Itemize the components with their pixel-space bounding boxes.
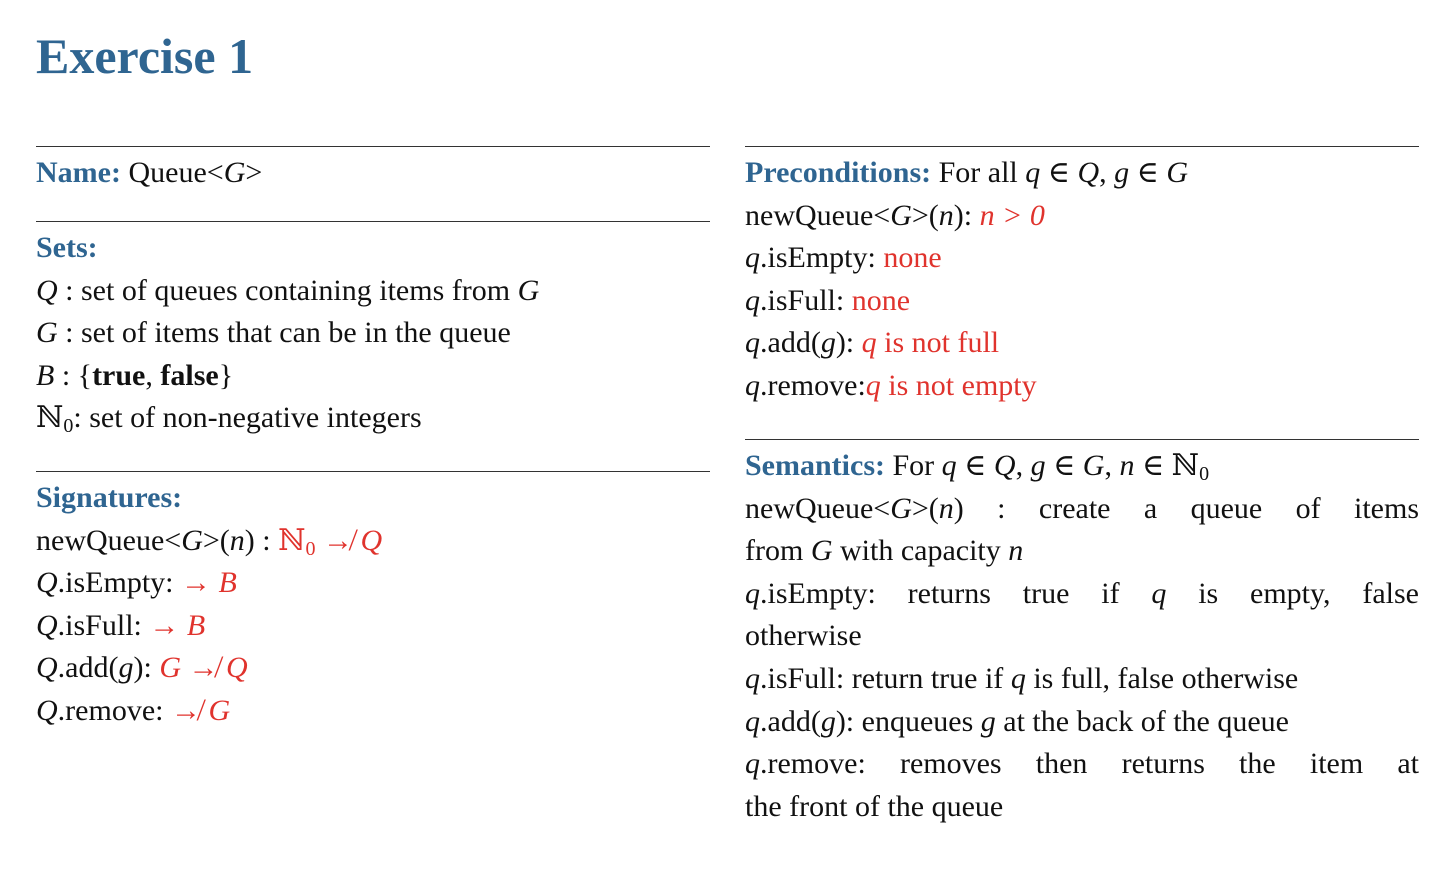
sem-if-desc-a: return true if (851, 661, 1011, 695)
sym-g: G (890, 491, 912, 525)
sym-q-lower: q (745, 704, 760, 738)
sig-nq-q: Q (360, 523, 383, 557)
divider-sets (36, 221, 710, 222)
pre-rm-text: .remove: (760, 368, 866, 402)
preconditions-label: Preconditions: (745, 156, 932, 189)
sym-n: n (1119, 449, 1135, 482)
sig-nq-mid: >( (202, 523, 230, 557)
sym-q: Q (36, 273, 58, 307)
sets-n-desc: : set of non-negative integers (73, 401, 422, 435)
sym-n: n (938, 198, 954, 232)
sym-n: n (938, 491, 954, 525)
sym-q-lower: q (745, 576, 760, 610)
sem-if-desc-b: is full, false otherwise (1025, 661, 1299, 695)
element-of-icon: ∈ (1129, 156, 1167, 189)
sem-nq-desc2a: from (745, 534, 811, 568)
sem-add-post: ): (835, 704, 862, 738)
sem-add-desc-a: enqueues (861, 704, 981, 738)
name-prefix: Queue< (128, 156, 224, 189)
sets-b-open: : { (54, 358, 93, 392)
pre-header (745, 152, 1419, 195)
sem-ie-desc1b: is empty, false (1166, 576, 1419, 610)
semantics-label: Semantics: (745, 449, 885, 482)
name-g: G (223, 156, 246, 189)
sym-q-lower: q (941, 449, 957, 482)
pre-if-text: .isFull: (760, 283, 852, 317)
pre-isfull (745, 280, 1419, 323)
sig-ie-map: → B (173, 566, 237, 600)
sym-q-lower: q (745, 326, 760, 360)
pre-newqueue (745, 195, 1419, 238)
sym-g-lower: g (820, 326, 836, 360)
element-of-icon: ∈ (1040, 156, 1078, 189)
sig-remove (36, 690, 710, 733)
comma: , (1015, 449, 1031, 482)
sym-n0: ℕ (36, 401, 64, 435)
sig-nq-post: ) : (244, 523, 279, 557)
sig-rm-text: .remove: (57, 693, 164, 727)
sem-header (745, 445, 1419, 488)
sem-if-text: .isFull: (760, 661, 852, 695)
sem-remove-1 (745, 743, 1419, 786)
sets-line-g (36, 312, 710, 355)
sem-nq-mid: >( (911, 491, 939, 525)
sym-q-lower: q (1151, 576, 1167, 610)
pre-ie-text: .isEmpty: (760, 241, 884, 275)
sets-b-false: false (160, 358, 219, 392)
pre-rm-cond: is not empty (880, 368, 1037, 402)
preconditions-block (745, 152, 1419, 408)
divider-preconditions (745, 146, 1419, 147)
pre-nq-cond: n > 0 (979, 198, 1045, 232)
sig-rm-map: ↛ G (163, 693, 231, 727)
sig-nq-pre: newQueue< (36, 523, 182, 557)
sym-q-lower: q (745, 661, 760, 695)
sem-header-text: For (884, 449, 942, 482)
sym-g: G (1082, 449, 1105, 482)
sem-add-desc-b: at the back of the queue (995, 704, 1289, 738)
element-of-icon: ∈ (1134, 449, 1172, 482)
sem-newqueue-2 (745, 530, 1419, 573)
sig-nq-n0: ℕ (278, 523, 306, 557)
sets-g-desc: : set of items that can be in the queue (57, 316, 511, 350)
sem-nq-post: ) : (953, 491, 1039, 525)
sym-q-lower: q (745, 368, 760, 402)
sets-b-close: } (218, 358, 234, 392)
sym-q: Q (36, 693, 58, 727)
sym-q-lower: q (745, 241, 760, 275)
element-of-icon: ∈ (956, 449, 994, 482)
sym-g-lower: g (980, 704, 996, 738)
sem-isempty-2: otherwise (745, 619, 862, 653)
divider-signatures (36, 471, 710, 472)
sem-nq-pre: newQueue< (745, 491, 891, 525)
sets-line-q (36, 270, 710, 313)
sem-rm-text: .remove: (760, 747, 900, 781)
sym-b: B (36, 358, 55, 392)
pre-rm-cq: q (865, 368, 881, 402)
sym-q-lower: q (1010, 661, 1026, 695)
pre-ie-cond: none (883, 241, 942, 275)
sym-n0: ℕ (1171, 449, 1200, 482)
sym-q-lower: q (745, 283, 760, 317)
sym-g: G (890, 198, 912, 232)
pre-nq-mid: >( (911, 198, 939, 232)
sym-n: n (229, 523, 245, 557)
sem-add (745, 701, 1419, 744)
sym-n0-sub: 0 (63, 415, 74, 438)
sym-q: Q (36, 651, 58, 685)
element-of-icon: ∈ (1045, 449, 1083, 482)
sig-add-post: ): (133, 651, 152, 685)
pre-header-text: For all (931, 156, 1026, 189)
pre-nq-post: ): (953, 198, 980, 232)
sem-isfull (745, 658, 1419, 701)
sets-label: Sets: (36, 231, 98, 264)
sig-nq-n0-sub: 0 (305, 537, 316, 560)
signatures-label: Signatures: (36, 481, 183, 514)
pre-isempty (745, 237, 1419, 280)
sig-newqueue (36, 520, 710, 563)
sym-q-lower: q (745, 747, 760, 781)
sig-isfull (36, 605, 710, 648)
sym-q: Q (1077, 156, 1100, 189)
sets-line-n (36, 397, 710, 440)
sig-if-map: → B (141, 608, 206, 642)
sem-remove-2: the front of the queue (745, 789, 1004, 823)
pre-add-cq: q (861, 326, 877, 360)
sym-g: G (517, 273, 540, 307)
sig-add-map: G ↛ Q (151, 651, 248, 685)
sem-isempty-1 (745, 573, 1419, 616)
pre-if-cond: none (851, 283, 911, 317)
sym-g-lower: g (118, 651, 134, 685)
signatures-block (36, 477, 710, 733)
sem-rm-desc1: removes then returns the item at (899, 747, 1419, 781)
partial-arrow-icon: ↛ (315, 523, 361, 557)
sym-g: G (1166, 156, 1189, 189)
semantics-block (745, 445, 1419, 828)
sig-ie-text: .isEmpty: (57, 566, 174, 600)
sym-q-lower: q (1025, 156, 1041, 189)
pre-nq-pre: newQueue< (745, 198, 891, 232)
sym-q: Q (36, 608, 58, 642)
sem-ie-text: .isEmpty: (760, 576, 908, 610)
sets-line-b (36, 355, 710, 398)
comma: , (1104, 449, 1120, 482)
name-block (36, 152, 710, 195)
sym-g: G (810, 534, 833, 568)
name-label: Name: (36, 156, 121, 189)
sym-n0-sub: 0 (1199, 463, 1210, 485)
pre-remove (745, 365, 1419, 408)
sig-if-text: .isFull: (57, 608, 142, 642)
sets-b-true: true (92, 358, 146, 392)
divider-semantics (745, 439, 1419, 440)
sym-q: Q (36, 566, 58, 600)
pre-add-post: ): (835, 326, 862, 360)
sig-add-pre: .add( (57, 651, 119, 685)
sem-newqueue-1 (745, 488, 1419, 531)
divider-name (36, 146, 710, 147)
sym-g: G (181, 523, 203, 557)
sig-isempty (36, 562, 710, 605)
sig-add (36, 647, 710, 690)
sem-ie-desc1a: returns true if (907, 576, 1152, 610)
sem-nq-desc1: create a queue of items (1038, 491, 1419, 525)
sets-block (36, 227, 710, 440)
name-suffix: > (245, 156, 263, 189)
sem-nq-desc2b: with capacity (832, 534, 1009, 568)
pre-add-cond: is not full (876, 326, 1000, 360)
sem-add-pre: .add( (760, 704, 821, 738)
comma: , (1099, 156, 1115, 189)
sym-q: Q (993, 449, 1016, 482)
name-line (36, 152, 710, 195)
sym-g-lower: g (1114, 156, 1130, 189)
page-title: Exercise 1 (36, 28, 254, 84)
sym-g-lower: g (820, 704, 836, 738)
sym-n: n (1008, 534, 1024, 568)
pre-add-pre: .add( (760, 326, 821, 360)
sym-g: G (36, 316, 58, 350)
sym-g-lower: g (1030, 449, 1046, 482)
sets-q-desc: : set of queues containing items from (57, 273, 518, 307)
sets-b-comma: , (145, 358, 161, 392)
pre-add (745, 322, 1419, 365)
